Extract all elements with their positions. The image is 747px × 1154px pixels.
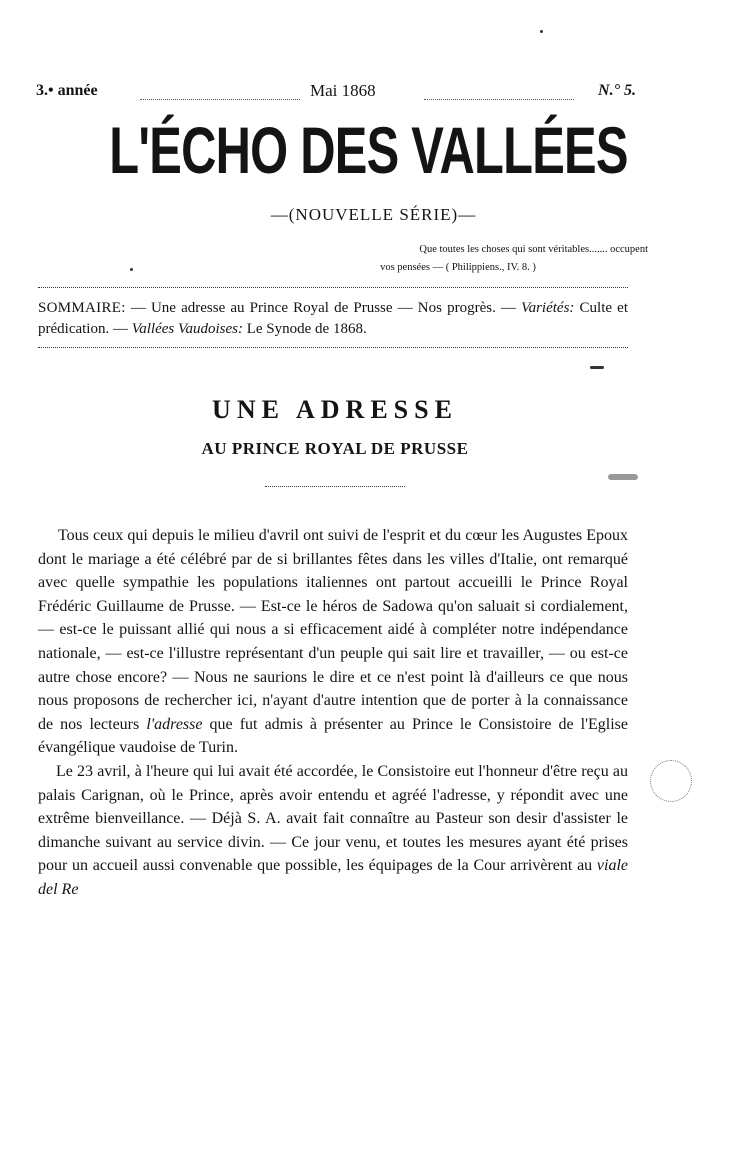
paragraph-1-text-a: Tous ceux qui depuis le milieu d'avril ont suivi de l'esprit et du cœur les Augustes Epoux dont le mariage a été célébré par de si brillantes fêtes dans les villes d'Italie, ont remarqué avec quelle sympathie les populations italiennes ont partout accueilli le Prince Royal Frédéric Guillaume de Prusse. — Est-ce le héros de Sadowa qu'on saluait si cordialement, — est-ce le puissant allié qui nous a si efficacement aidé à compléter notre indépendance nationale, — est-ce l'illustre représentant d'un peuple qui sait lire et travailler, — ou est-ce autre chose encore? — Nous ne saurions le dire et ce n'est point là d'ailleurs ce que nous nous proposons de rechercher ici, n'ayant d'autre intention que de porter à la connaissance de nos lecteurs: [38, 527, 628, 733]
motto: [268, 241, 648, 277]
masthead-title: L'ÉCHO DES VALLÉES: [109, 113, 628, 187]
series-label: —(NOUVELLE SÉRIE)—: [270, 205, 477, 224]
summary-label: SOMMAIRE:: [38, 300, 126, 316]
paragraph-1: [38, 524, 628, 760]
paragraph-2-text-a: Le 23 avril, à l'heure qui lui avait été accordée, le Consistoire eut l'honneur d'être reçu au palais Carignan, où le Prince, après avoir entendu et agréé l'adresse, y répondit avec une extrême bienveillance. — Déjà S. A. avait fait connaître au Pasteur son desir d'assister le dimanche suivant au service divin. — Ce jour venu, et toutes les mesures ayant été prises pour un accueil aussi convenable que possible, les équipages de la Cour arrivèrent au: [38, 762, 628, 875]
ink-speck: [590, 366, 604, 369]
ink-smudge: [608, 474, 638, 480]
article-subtitle: AU PRINCE ROYAL DE PRUSSE: [201, 439, 469, 458]
issue-line: [36, 81, 636, 101]
ink-speck: [540, 30, 543, 33]
summary-part-2: Culte et prédication. —: [38, 300, 628, 337]
paragraph-1-emphasis: l'adresse: [146, 715, 203, 733]
table-of-contents: [38, 298, 628, 340]
article-divider: [265, 486, 405, 487]
article-body: [38, 524, 628, 902]
motto-line-1: Que toutes les choses qui sont véritables....... occupent: [419, 244, 648, 255]
summary-vallees: Vallées Vaudoises:: [131, 321, 243, 337]
issue-number: N.° 5.: [598, 82, 636, 99]
issue-year: 3.• année: [36, 82, 98, 99]
header-divider-right: [424, 96, 574, 100]
motto-line-2: vos pensées — ( Philippiens., IV. 8. ): [380, 262, 536, 273]
stamp-mark: [650, 760, 692, 802]
ink-speck: [130, 268, 133, 271]
article-title: UNE ADRESSE: [212, 395, 458, 424]
paragraph-1-text-b: que fut admis à présenter au Prince le Consistoire de l'Eglise évangélique vaudoise de Turin.: [38, 715, 628, 757]
header-divider-left: [140, 96, 300, 100]
summary-part-1: — Une adresse au Prince Royal de Prusse — Nos progrès. —: [125, 300, 522, 316]
summary-part-3: Le Synode de 1868.: [242, 321, 367, 337]
paragraph-2-emphasis: viale del Re: [38, 857, 628, 898]
summary-bottom-rule: [38, 347, 628, 351]
issue-date: Mai 1868: [310, 81, 376, 100]
summary-varietes: Variétés:: [521, 300, 575, 316]
summary-top-rule: [38, 287, 628, 291]
paragraph-2: [38, 760, 628, 902]
